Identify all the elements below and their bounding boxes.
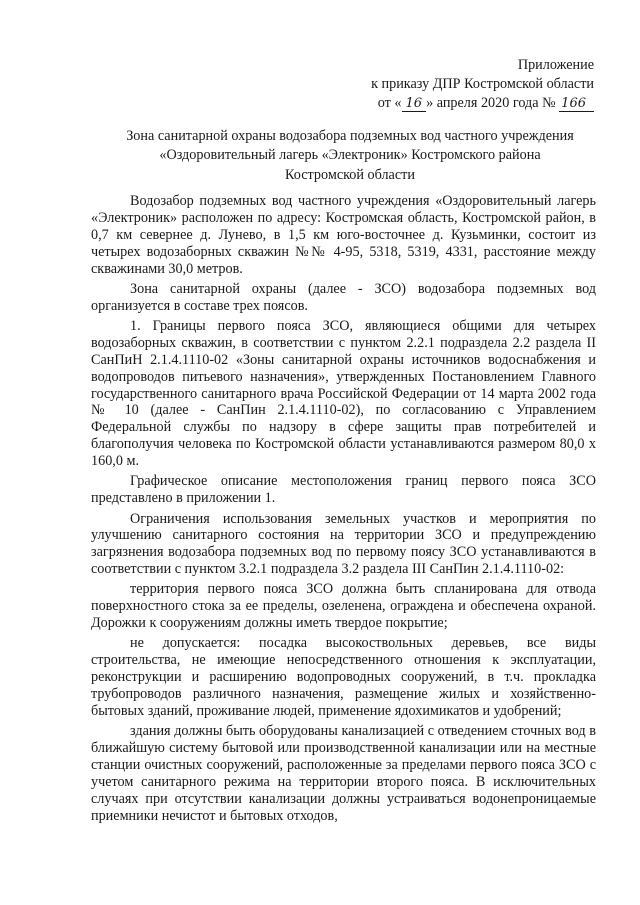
appendix-label: Приложение	[517, 57, 594, 73]
paragraph-graphic-description: Графическое описание местоположения границ первого пояса ЗСО представлено в приложении 1.	[91, 473, 596, 507]
paragraph-territory-planning: территория первого пояса ЗСО должна быть спланирована для отвода поверхностного стока за ее пределы, озеленена, ограждена и обеспечена охраной. Дорожки к сооружениям должны иметь твердое покрытие;	[91, 581, 596, 632]
paragraph-first-belt-boundaries: 1. Границы первого пояса ЗСО, являющиеся общими для четырех водозаборных скважин, в соответствии с пунктом 2.2.1 подраздела 2.2 раздела II СанПиН 2.1.4.1110-02 «Зоны санитарной охраны источников водоснабжения и водопроводов питьевого назначения», утвержденных Постановлением Главного государственного санитарного врача Российской Федерации от 14 марта 2002 года № 10 (далее - СанПин 2.1.4.1110-02), по согласованию с Управлением Федеральной службы по надзору в сфере защиты прав потребителей и благополучия человека по Костромской области устанавливаются размером 80,0 х 160,0 м.	[91, 317, 596, 470]
appendix-header	[371, 56, 594, 114]
order-reference: к приказу ДПР Костромской области	[371, 76, 594, 93]
document-title	[100, 127, 600, 185]
paragraph-sewerage: здания должны быть оборудованы канализацией с отведением сточных вод в ближайшую систему бытовой или производственной канализации или на местные станции очистных сооружений, расположенные за пределами первого пояса ЗСО с учетом санитарного режима на территории второго пояса. В исключительных случаях при отсутствии канализации должны устраиваться водонепроницаемые приемники нечистот и бытовых отходов,	[91, 723, 596, 824]
title-line-1: Зона санитарной охраны водозабора подземных вод частного учреждения	[126, 128, 574, 144]
paragraph-prohibitions: не допускается: посадка высокоствольных деревьев, все виды строительства, не имеющие непосредственного отношения к эксплуатации, реконструкции и расширению водопроводных сооружений, в т.ч. прокладка трубопроводов различного назначения, размещение жилых и хозяйственно-бытовых зданий, проживание людей, применение ядохимикатов и удобрений;	[91, 635, 596, 720]
date-middle: » апреля 2020 года №	[426, 95, 556, 112]
paragraph-zone-composition: Зона санитарной охраны (далее - ЗСО) водозабора подземных вод организуется в составе трех поясов.	[91, 280, 596, 314]
title-line-2: «Оздоровительный лагерь «Электроник» Костромского района	[159, 147, 541, 164]
document-body	[91, 193, 596, 828]
paragraph-restrictions-intro: Ограничения использования земельных участков и мероприятия по улучшению санитарного состояния на территории ЗСО и предупреждению загрязнения водозабора подземных вод по первому поясу ЗСО устанавливаются в соответствии с пунктом 3.2.1 подраздела 3.2 раздела III СанПин 2.1.4.1110-02:	[91, 510, 596, 578]
date-prefix: от «	[377, 95, 402, 112]
order-date-line	[371, 94, 594, 113]
handwritten-day: 16	[402, 97, 427, 112]
paragraph-intake-location: Водозабор подземных вод частного учреждения «Оздоровительный лагерь «Электроник» расположен по адресу: Костромская область, Костромской район, в 0,7 км севернее д. Лунево, в 1,5 км юго-восточнее д. Кузьминки, состоит из четырех водозаборных скважин №№ 4-95, 5318, 5319, 4331, расстояние между скважинами 30,0 метров.	[91, 193, 596, 277]
title-line-3: Костромской области	[285, 166, 415, 183]
handwritten-order-number: 166	[559, 97, 594, 112]
